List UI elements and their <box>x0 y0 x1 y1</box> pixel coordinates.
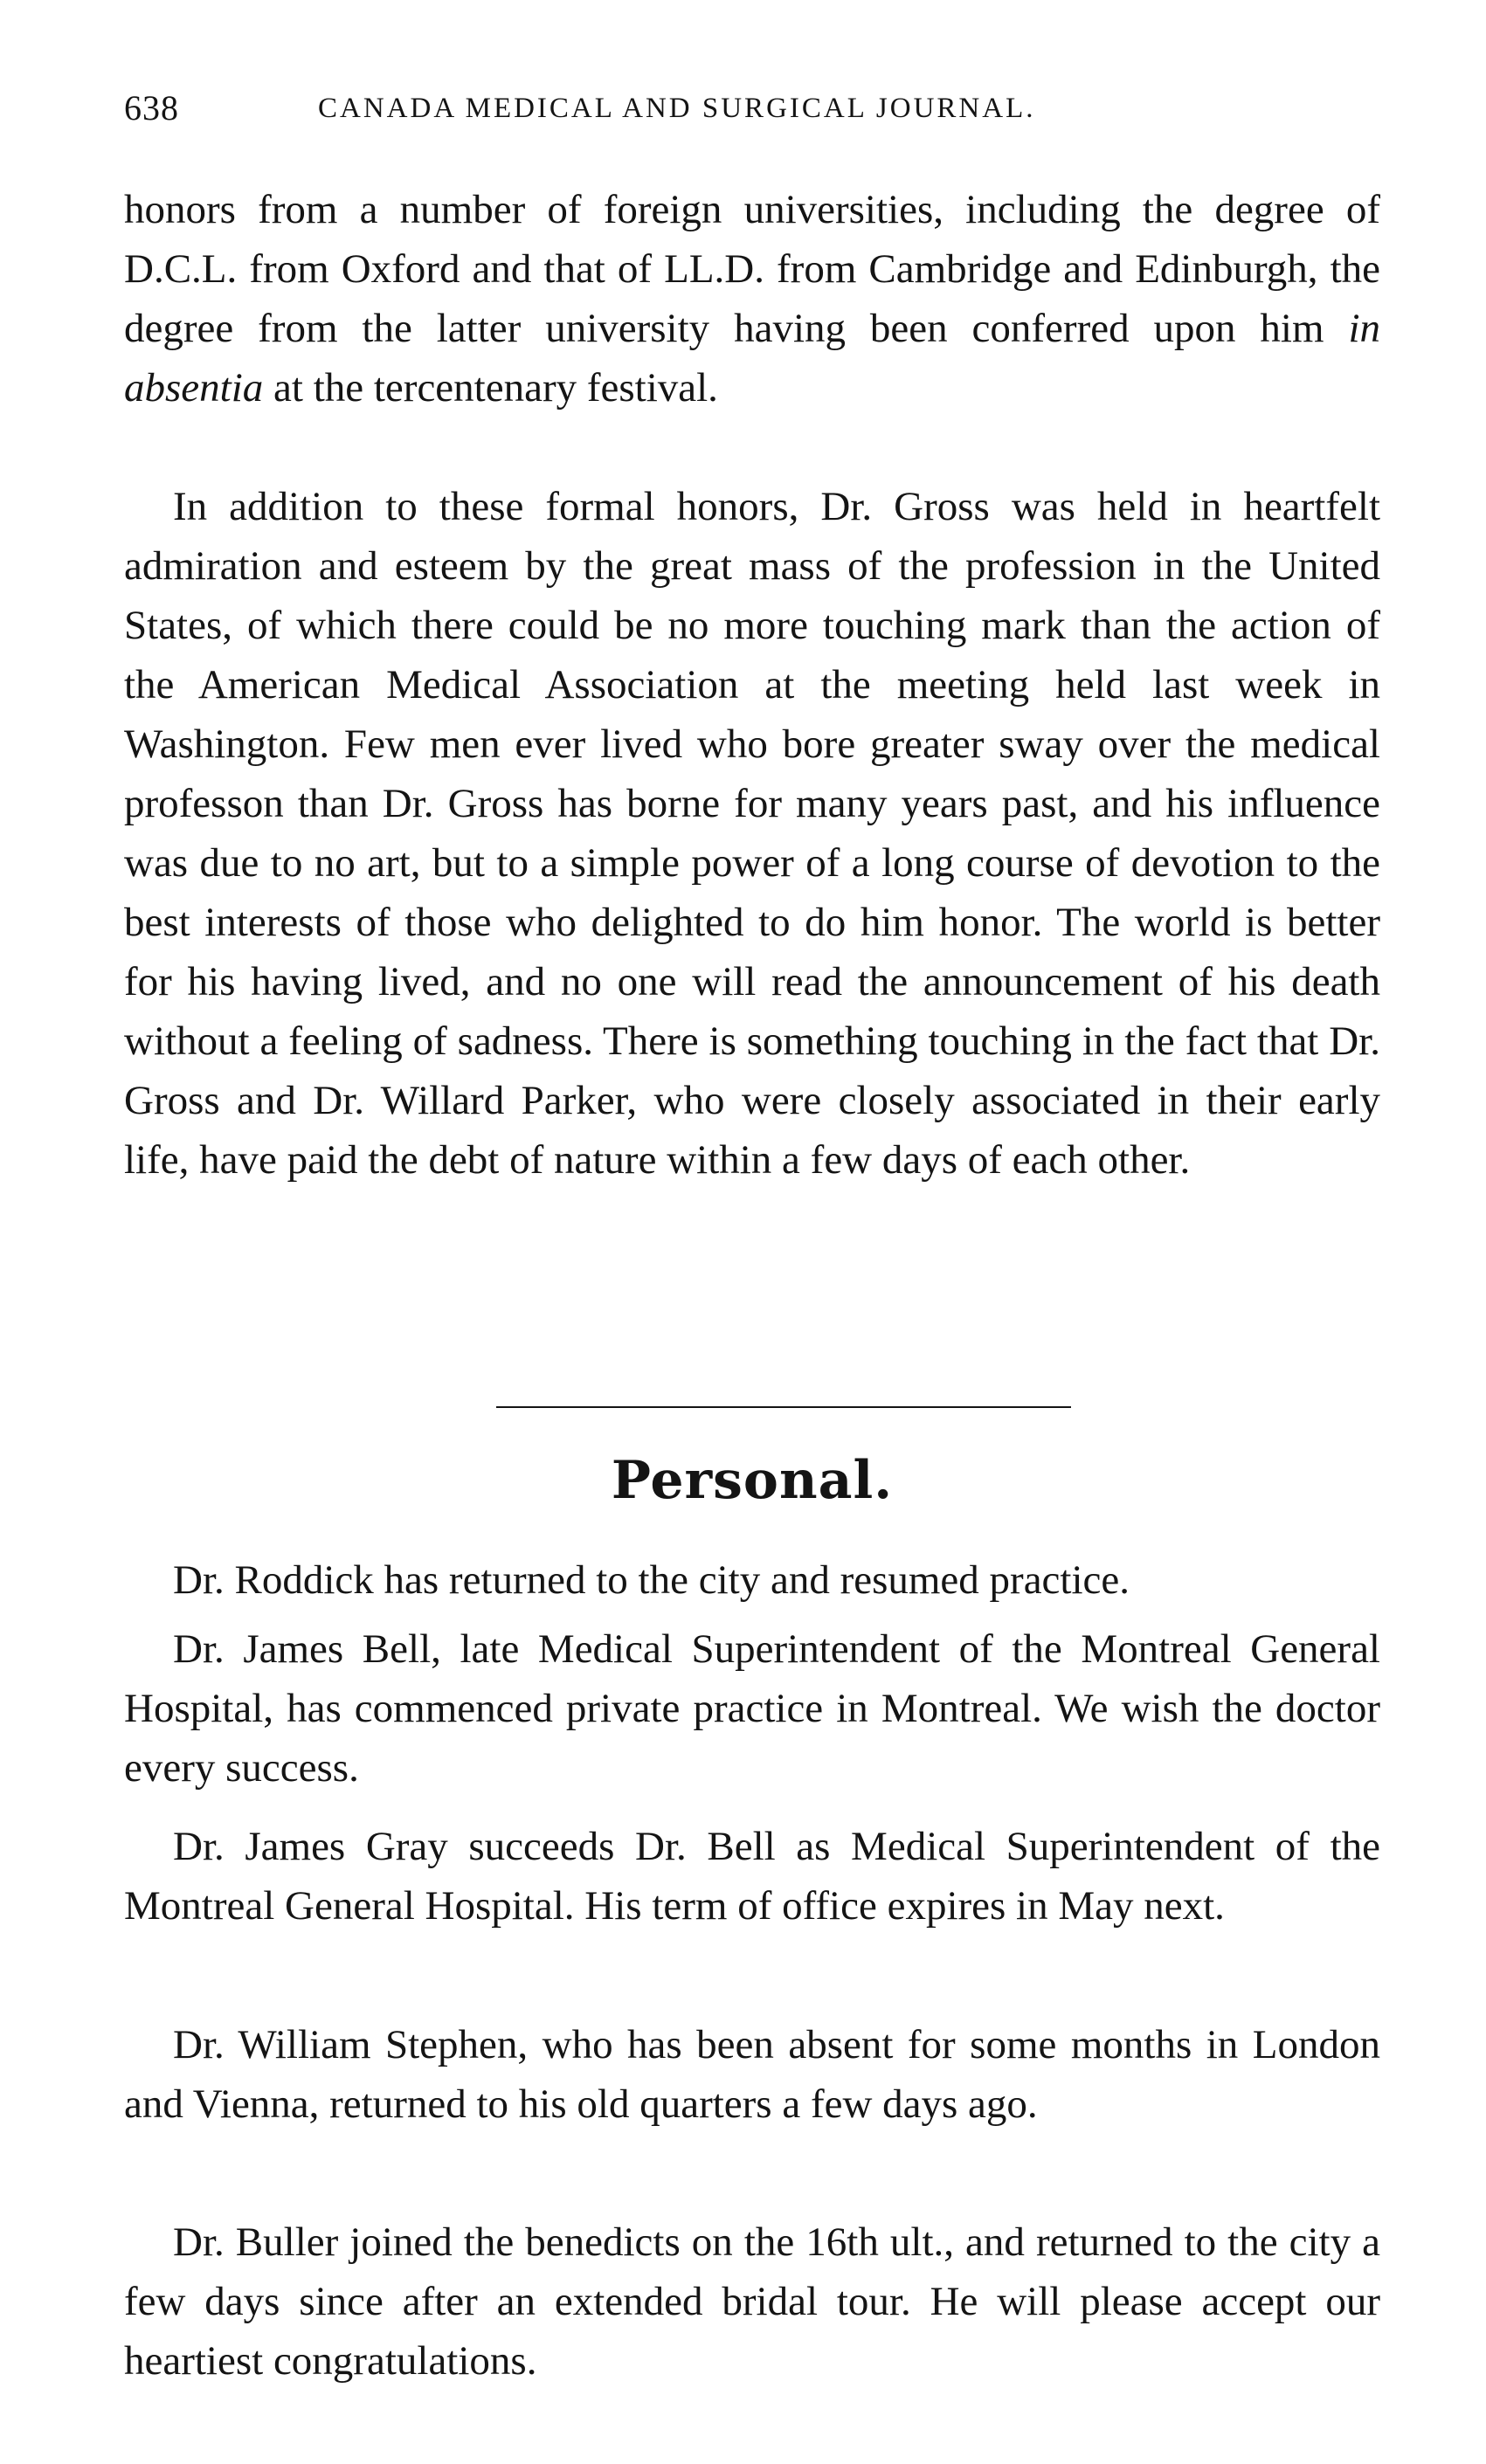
obituary-text-part: at the tercentenary festival. <box>263 365 718 411</box>
page-number: 638 <box>124 88 179 128</box>
personal-note: Dr. Roddick has returned to the city and resumed practice. <box>173 1557 1130 1603</box>
personal-note: Dr. Buller joined the benedicts on the 16th ult., and returned to the city a few days since after an extended bridal tour. He will please accept our heartiest congratulations. <box>124 2219 1380 2384</box>
obituary-text-part: honors from a number of foreign universities, including the degree of D.C.L. from Oxford and that of LL.D. from Cambridge and Edinburgh, the degree from the latter university having been conferred upon him <box>124 187 1380 351</box>
personal-note: Dr. James Bell, late Medical Superintendent of the Montreal General Hospital, has commenced private practice in Montreal. We wish the doctor every success. <box>124 1626 1380 1791</box>
running-head <box>124 87 1380 140</box>
section-heading-personal: Personal. <box>611 1450 894 1511</box>
section-divider <box>496 1406 1071 1408</box>
personal-note: Dr. James Gray succeeds Dr. Bell as Medical Superintendent of the Montreal General Hospital. His term of office expires in May next. <box>124 1824 1380 1929</box>
journal-title: CANADA MEDICAL AND SURGICAL JOURNAL. <box>318 93 1036 124</box>
obituary-italic-phrase: in absentia <box>124 306 1380 411</box>
personal-note: Dr. William Stephen, who has been absent for some months in London and Vienna, returned to his old quarters a few days ago. <box>124 2022 1380 2127</box>
obituary-paragraph: In addition to these formal honors, Dr. Gross was held in heartfelt admiration and esteem by the great mass of the profession in the United States, of which there could be no more touching mark than the action of the American Medical Association at the meeting held last week in Washington. Few men ever lived who bore greater sway over the medical professon than Dr. Gross has borne for many years past, and his influence was due to no art, but to a simple power of a long course of devotion to the best interests of those who delighted to do him honor. The world is better for his having lived, and no one will read the announcement of his death without a feeling of sadness. There is something touching in the fact that Dr. Gross and Dr. Willard Parker, who were closely associated in their early life, have paid the debt of nature within a few days of each other. <box>124 484 1380 1183</box>
obituary-paragraph-continued <box>124 180 1380 418</box>
